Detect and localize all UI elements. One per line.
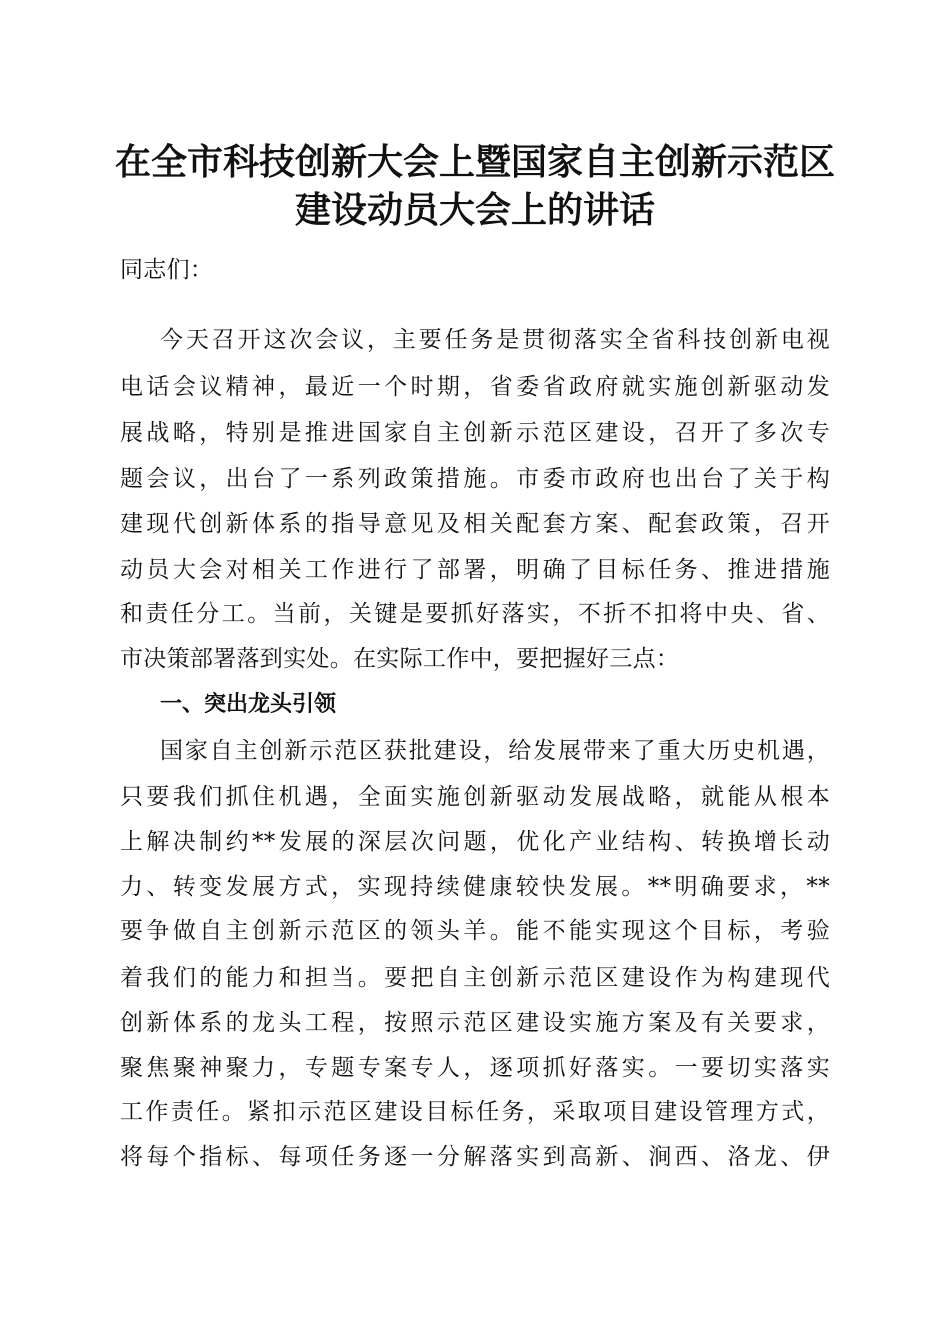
- paragraph-line: 着我们的能力和担当。要把自主创新示范区建设作为构建现代: [120, 965, 830, 991]
- paragraph-line: 展战略，特别是推进国家自主创新示范区建设，召开了多次专: [120, 420, 830, 446]
- paragraph-line: 和责任分工。当前，关键是要抓好落实，不折不扣将中央、省、: [120, 601, 830, 627]
- paragraph-line: 将每个指标、每项任务逐一分解落实到高新、涧西、洛龙、伊: [120, 1144, 830, 1170]
- paragraph-line: 建现代创新体系的指导意见及相关配套方案、配套政策，召开: [120, 511, 830, 537]
- paragraph-line: 创新体系的龙头工程，按照示范区建设实施方案及有关要求，: [120, 1010, 830, 1036]
- paragraph-line: 市决策部署落到实处。在实际工作中，要把握好三点：: [120, 646, 680, 672]
- paragraph-line: 国家自主创新示范区获批建设，给发展带来了重大历史机遇，: [160, 738, 830, 764]
- paragraph-line: 要争做自主创新示范区的领头羊。能不能实现这个目标，考验: [120, 918, 830, 944]
- paragraph-line: 电话会议精神，最近一个时期，省委省政府就实施创新驱动发: [120, 374, 830, 400]
- section-heading: 一、突出龙头引领: [160, 692, 337, 717]
- document-title-line-2: 建设动员大会上的讲话: [294, 189, 655, 231]
- paragraph-line: 动员大会对相关工作进行了部署，明确了目标任务、推进措施: [120, 557, 830, 583]
- paragraph-line: 工作责任。紧扣示范区建设目标任务，采取项目建设管理方式，: [120, 1099, 830, 1125]
- paragraph-line: 上解决制约**发展的深层次问题，优化产业结构、转换增长动: [120, 829, 830, 855]
- paragraph-line: 力、转变发展方式，实现持续健康较快发展。**明确要求，**: [120, 874, 830, 900]
- paragraph-line: 题会议，出台了一系列政策措施。市委市政府也出台了关于构: [120, 466, 830, 492]
- document-title-line-1: 在全市科技创新大会上暨国家自主创新示范区: [114, 141, 835, 183]
- salutation: 同志们：: [120, 257, 214, 283]
- paragraph-line: 只要我们抓住机遇，全面实施创新驱动发展战略，就能从根本: [120, 784, 830, 810]
- paragraph-line: 聚焦聚神聚力，专题专案专人，逐项抓好落实。一要切实落实: [120, 1055, 830, 1081]
- paragraph-line: 今天召开这次会议，主要任务是贯彻落实全省科技创新电视: [160, 327, 830, 353]
